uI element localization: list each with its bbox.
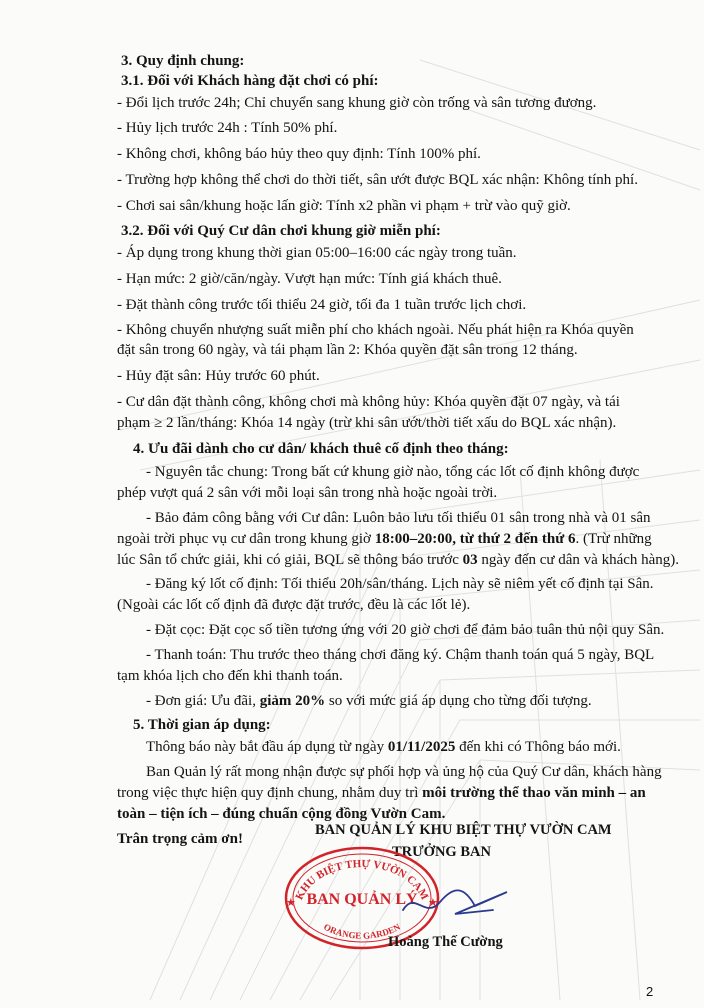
- list-item: - Hủy lịch trước 24h : Tính 50% phí.: [117, 120, 338, 136]
- paragraph-line: - Đặt cọc: Đặt cọc số tiền tương ứng với 20 giờ chơi để đảm bảo tuân thủ nội quy Sân.: [146, 622, 665, 638]
- text-run: - Đơn giá: Ưu đãi,: [146, 693, 260, 709]
- closing-thanks: Trân trọng cảm ơn!: [117, 831, 243, 847]
- list-item-continued: đặt sân trong 60 ngày, và tái phạm lần 2: Khóa quyền đặt sân trong 12 tháng.: [117, 342, 578, 358]
- stamp-top-text: KHU BIỆT THỰ VƯỜN CAM: [293, 857, 431, 902]
- paragraph-line: - Đăng ký lốt cố định: Tối thiểu 20h/sân/tháng. Lịch này sẽ niêm yết cố định tại Sân.: [146, 576, 654, 592]
- list-item: - Cư dân đặt thành công, không chơi mà không hủy: Khóa quyền đặt 07 ngày, và tái: [117, 394, 620, 410]
- list-item: - Chơi sai sân/khung hoặc lấn giờ: Tính x2 phần vi phạm + trừ vào quỹ giờ.: [117, 198, 571, 214]
- paragraph-line: - Bảo đảm công bằng với Cư dân: Luôn bảo lưu tối thiểu 01 sân trong nhà và 01 sân: [146, 510, 651, 526]
- paragraph-line: Ban Quản lý rất mong nhận được sự phối hợp và ủng hộ của Quý Cư dân, khách hàng: [146, 764, 662, 780]
- paragraph-line: [117, 784, 646, 802]
- list-item: - Không chơi, không báo hủy theo quy định: Tính 100% phí.: [117, 146, 481, 162]
- text-run: . (Trừ những: [575, 531, 652, 547]
- section-3-2-heading: 3.2. Đối với Quý Cư dân chơi khung giờ miễn phí:: [121, 223, 441, 239]
- list-item: - Đổi lịch trước 24h; Chỉ chuyển sang khung giờ còn trống và sân tương đương.: [117, 95, 597, 111]
- section-5-heading: 5. Thời gian áp dụng:: [133, 717, 271, 733]
- paragraph-line: [117, 530, 652, 548]
- stamp-center-text: BAN QUẢN LÝ: [306, 891, 418, 908]
- paragraph-line: - Nguyên tắc chung: Trong bất cứ khung giờ nào, tổng các lốt cố định không được: [146, 464, 640, 480]
- section-3-heading: 3. Quy định chung:: [121, 53, 245, 69]
- paragraph-line: phép vượt quá 2 sân với mỗi loại sân trong nhà hoặc ngoài trời.: [117, 485, 498, 501]
- paragraph-line: [146, 738, 621, 756]
- page-number: 2: [646, 984, 654, 999]
- text-run: lúc Sân tổ chức giải, khi có giải, BQL sẽ thông báo trước: [117, 552, 463, 568]
- section-3-1-heading: 3.1. Đối với Khách hàng đặt chơi có phí:: [121, 73, 379, 89]
- text-run: trong việc thực hiện quy định chung, nhằm duy trì: [117, 785, 423, 801]
- paragraph-line: [146, 692, 592, 710]
- list-item: - Áp dụng trong khung thời gian 05:00–16:00 các ngày trong tuần.: [117, 245, 517, 261]
- text-run: ngoài trời phục vụ cư dân trong khung giờ: [117, 531, 375, 547]
- paragraph-line: tạm khóa lịch cho đến khi thanh toán.: [117, 668, 343, 684]
- text-run: đến khi có Thông báo mới.: [455, 739, 621, 755]
- paragraph-line: toàn – tiện ích – đúng chuẩn cộng đồng Vườn Cam.: [117, 806, 446, 822]
- paragraph-line: - Thanh toán: Thu trước theo tháng chơi đăng ký. Chậm thanh toán quá 5 ngày, BQL: [146, 647, 655, 663]
- section-4-heading: 4. Ưu đãi dành cho cư dân/ khách thuê cố định theo tháng:: [133, 441, 509, 457]
- list-item-continued: phạm ≥ 2 lần/tháng: Khóa 14 ngày (trừ khi sân ướt/thời tiết xấu do BQL xác nhận).: [117, 415, 617, 431]
- highlight-discount: giảm 20%: [259, 693, 326, 709]
- paragraph-line: [117, 551, 679, 569]
- highlight-time: 18:00–20:00, từ thứ 2 đến thứ 6: [374, 531, 576, 547]
- signature-name: Hoàng Thế Cường: [388, 934, 503, 950]
- text-run: Thông báo này bắt đầu áp dụng từ ngày: [146, 739, 388, 755]
- stamp-bottom-text: ORANGE GARDEN: [322, 921, 402, 941]
- handwritten-signature: [395, 880, 515, 930]
- highlight-date: 01/11/2025: [387, 739, 456, 755]
- list-item: - Trường hợp không thể chơi do thời tiết, sân ướt được BQL xác nhận: Không tính phí.: [117, 172, 638, 188]
- text-run: so với mức giá áp dụng cho từng đối tượng.: [325, 693, 592, 709]
- signature-org: BAN QUẢN LÝ KHU BIỆT THỰ VƯỜN CAM: [315, 822, 612, 838]
- list-item: - Đặt thành công trước tối thiểu 24 giờ, tối đa 1 tuần trước lịch chơi.: [117, 297, 527, 313]
- highlight-phrase: môi trường thể thao văn minh – an: [422, 785, 646, 801]
- list-item: - Không chuyển nhượng suất miễn phí cho khách ngoài. Nếu phát hiện ra Khóa quyền: [117, 322, 634, 338]
- stamp-star-icon: ★: [286, 897, 296, 909]
- list-item: - Hủy đặt sân: Hủy trước 60 phút.: [117, 368, 320, 384]
- text-run: ngày đến cư dân và khách hàng).: [477, 552, 680, 568]
- stamp-star-icon: ★: [428, 897, 438, 909]
- highlight-days: 03: [462, 552, 478, 568]
- signature-title: TRƯỞNG BAN: [392, 844, 491, 860]
- paragraph-line: (Ngoài các lốt cố định đã được đặt trước, đều là các lốt lẻ).: [117, 597, 471, 613]
- list-item: - Hạn mức: 2 giờ/căn/ngày. Vượt hạn mức: Tính giá khách thuê.: [117, 271, 502, 287]
